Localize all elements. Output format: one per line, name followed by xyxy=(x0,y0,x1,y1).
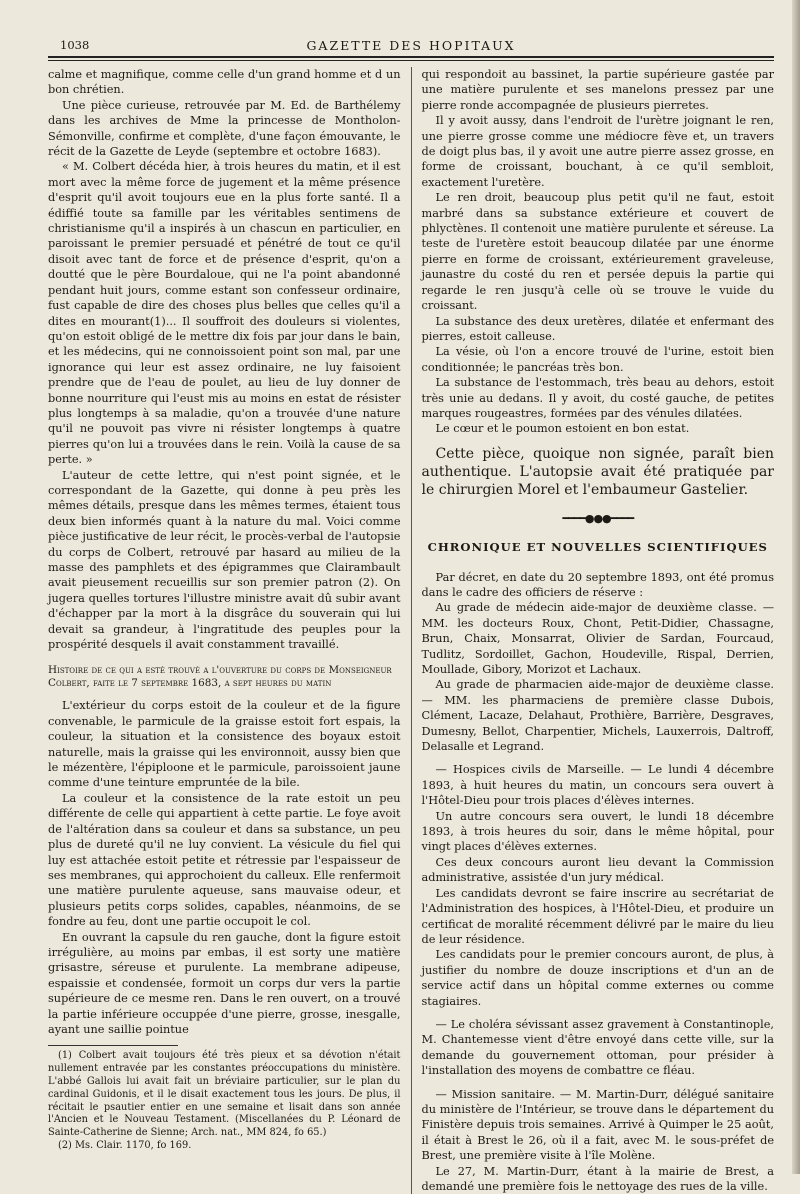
header-rule xyxy=(48,60,774,61)
ornament-divider: ━━━━●●●━━━━ xyxy=(562,511,634,525)
journal-title: GAZETTE DES HOPITAUX xyxy=(306,38,516,53)
paragraph: Au grade de pharmacien aide-major de deuxième classe. — MM. les pharmaciens de première classe Dubois, Clément, Lacaze, Delahaut, Prothière, Barrière, Desgraves, Dumesny, Bellot, Charpentier, Michels, Lauxerrois, Daltroff, Delasalle et Legrand. xyxy=(421,678,774,754)
page-number: 1038 xyxy=(60,38,90,52)
paragraph: Le 27, M. Martin-Durr, étant à la mairie de Brest, a demandé une première fois le nettoyage des rues de la ville. xyxy=(421,1164,774,1193)
page-header xyxy=(48,34,774,58)
left-column xyxy=(48,67,412,1194)
paragraph: La vésie, où l'on a encore trouvé de l'urine, estoit bien conditionnée; le pancréas très bon. xyxy=(421,345,774,374)
paragraph: Le cœur et le poumon estoient en bon estat. xyxy=(435,422,690,436)
paragraph: La substance des deux uretères, dilatée et enfermant des pierres, estoit calleuse. xyxy=(421,314,774,343)
paragraph: Un autre concours sera ouvert, le lundi 18 décembre 1893, à trois heures du soir, dans le même hôpital, pour vingt places d'élèves externes. xyxy=(421,809,774,854)
paragraph: Les candidats pour le premier concours auront, de plus, à justifier du nombre de douze inscriptions et d'un an de service actif dans un hôpital comme externes ou comme stagiaires. xyxy=(421,948,774,1008)
paragraph: Au grade de médecin aide-major de deuxième classe. — MM. les docteurs Roux, Chont, Petit-Didier, Chassagne, Brun, Chaix, Monsarrat, Olivier de Sardan, Fourcaud, Tudlitz, Sordoillet, Gachon, Houdeville, Rispal, Derrien, Moullade, Gibory, Morizot et Lachaux. xyxy=(421,601,774,676)
paragraph: L'extérieur du corps estoit de la couleur et de la figure convenable, le parmicule de la graisse estoit fort espais, la couleur, la situation et la consistence des boyaux estoit naturelle, mais la graisse qui les environnoit, aussy bien que le mézentère, l'épiploone et le parmicule, paroissoient jaune comme d'une teinture empruntée de la bile. xyxy=(48,699,401,790)
binding-edge xyxy=(792,0,800,1174)
footnote: (2) Ms. Clair. 1170, fo 169. xyxy=(58,1139,192,1151)
paragraph: La substance de l'estommach, très beau au dehors, estoit très unie au dedans. Il y avoit, du costé gauche, de petites marques rougeastres, formées par des vénules dilatées. xyxy=(421,376,774,420)
paragraph: Par décret, en date du 20 septembre 1893, ont été promus dans le cadre des officiers de réserve : xyxy=(421,570,774,599)
paragraph: — Le choléra sévissant assez gravement à Constantinople, M. Chantemesse vient d'être envoyé dans cette ville, sur la demande du gouvernement ottoman, pour présider à l'installation des moyens de combattre ce fléau. xyxy=(421,1017,774,1078)
paragraph: En ouvrant la capsule du ren gauche, dont la figure estoit irrégulière, au moins par embas, il est sorty une matière grisastre, séreuse et purulente. La membrane adipeuse, espaissie et condensée, formoit un corps dur vers la partie supérieure de ce mesme ren. Dans le ren ouvert, on a trouvé la partie inférieure occuppée d'une pierre, grosse, inesgalle, ayant une saillie pointue xyxy=(48,930,401,1036)
paragraph: calme et magnifique, comme celle d'un grand homme et d un bon chrétien. xyxy=(48,68,401,97)
paragraph: Une pièce curieuse, retrouvée par M. Ed. de Barthélemy dans les archives de Mme la princesse de Montholon-Sémonville, confirme et complète, d'une façon émouvante, le récit de la Gazette de Leyde (septembre et octobre 1683). xyxy=(48,98,401,159)
right-column xyxy=(412,67,775,1194)
paragraph: — Hospices civils de Marseille. — Le lundi 4 décembre 1893, à huit heures du matin, un concours sera ouvert à l'Hôtel-Dieu pour trois places d'élèves internes. xyxy=(421,763,774,808)
paragraph-commentary: Cette pièce, quoique non signée, paraît bien authentique. L'autopsie avait été pratiquée par le chirurgien Morel et l'embaumeur Gastelier. xyxy=(421,445,774,498)
columns xyxy=(48,67,774,1194)
footnote-rule xyxy=(48,1045,178,1046)
paragraph-quote: « M. Colbert décéda hier, à trois heures du matin, et il est mort avec la même force de jugement et la même présence d'esprit qu'il avoit toujours eue en la plus forte santé. Il a édiffié toute sa famille par les véritables sentimens de christianisme qu'il a inspirés à un chascun en particulier, en paroissant le premier persuadé et pénétré de tout ce qu'il disoit avec tant de force et de présence d'esprit, qu'on a doutté que le père Bourdaloue, qui ne l'a point abandonné pendant huit jours, comme estant son confesseur ordinaire, fust capable de dire des choses plus belles que celles qu'il a dites en mourant(1)... Il souffroit des douleurs si violentes, qu'on estoit obligé de le mettre dix fois par jour dans le bain, et les médecins, qui ne connoissoient point son mal, par une ignorance qui leur est assez ordinaire, ne luy faisoient prendre que de l'eau de poulet, au lieu de luy donner de bonne nourriture qui l'eust mis au moins en estat de résister plus longtemps à sa maladie, qu'on a trouvée d'une nature qu'il ne pouvoit pas vivre ni résister longtemps à quatre pierres qu'on lui a trouvées dans le rein. Voilà la cause de sa perte. » xyxy=(48,160,401,467)
section-title: Histoire de ce qui a esté trouvé a l'ouverture du corps de Monseigneur Colbert, faite le 7 septembre 1683, a sept heures du matin xyxy=(48,664,392,690)
paragraph: La couleur et la consistence de la rate estoit un peu différente de celle qui appartient à cette partie. Le foye avoit de l'altération dans sa couleur et dans sa substance, un peu plus de dureté qu'il ne luy convient. La vésicule du fiel qui luy est attachée estoit petite et rétressie par l'espaisseur de ses membranes, qui approchoient du calleux. Elle renfermoit une matière purulente aqueuse, sans mauvaise odeur, et plusieurs petits corps solides, capables, néanmoins, de se fondre au feu, dont une partie occupoit le col. xyxy=(48,791,401,929)
footnotes xyxy=(48,1050,401,1152)
paragraph: Ces deux concours auront lieu devant la Commission administrative, assistée d'un jury médical. xyxy=(421,855,774,885)
paragraph: Les candidats devront se faire inscrire au secrétariat de l'Administration des hospices, à l'Hôtel-Dieu, et produire un certificat de moralité récemment délivré par le maire du lieu de leur résidence. xyxy=(421,886,774,946)
paragraph: L'auteur de cette lettre, qui n'est point signée, et le correspondant de la Gazette, qui donne à peu près les mêmes détails, presque dans les mêmes termes, étaient tous deux bien informés quant à la nature du mal. Voici comme pièce justificative de leur récit, le procès-verbal de l'autopsie du corps de Colbert, retrouvé par hasard au milieu de la masse des pamphlets et des épigrammes que Clairambault avait pieusement recueillis sur son premier patron (2). On jugera quelles tortures l'illustre ministre avait dû subir avant d'échapper par la mort à la disgrâce du souverain qui lui devait sa grandeur, à l'ingratitude des peuples pour la prospérité desquels il avait constamment travaillé. xyxy=(48,468,401,652)
paragraph: — Mission sanitaire. — M. Martin-Durr, délégué sanitaire du ministère de l'Intérieur, se trouve dans le département du Finistère depuis trois semaines. Arrivé à Quimper le 25 août, il était à Brest le 26, où il a fait, avec M. le sous-préfet de Brest, une première visite à l'île Molène. xyxy=(421,1087,774,1163)
paragraph: Le ren droit, beaucoup plus petit qu'il ne faut, estoit marbré dans sa substance extérieure et couvert de phlyctènes. Il contenoit une matière purulente et séreuse. La teste de l'uretère estoit beaucoup dilatée par une énorme pierre en forme de croissant, extérieurement graveleuse, jaunastre du costé du ren et persée depuis la partie qui regarde le ren jusqu'à celle où se trouve le vuide du croissant. xyxy=(421,191,774,313)
footnote: (1) Colbert avait toujours été très pieux et sa dévotion n'était nullement entravée par les constantes préoccupations du ministère. L'abbé Gallois lui avait fait un bréviaire particulier, sur le plan du cardinal Guidonis, et il le disait exactement tous les jours. De plus, il récitait le psautier entier en une semaine et lisait dans son année l'Ancien et le Nouveau Testament. (Miscellanées du P. Léonard de Sainte-Catherine de Sienne; Arch. nat., MM 824, fo 65.) xyxy=(48,1050,401,1139)
paragraph: Il y avoit aussy, dans l'endroit de l'urètre joignant le ren, une pierre grosse comme une médiocre fève et, un travers de doigt plus bas, il y avoit une autre pierre assez grosse, en forme de croissant, bouchant, à ce qu'il sembloit, exactement l'uretère. xyxy=(421,114,774,189)
section-title: CHRONIQUE ET NOUVELLES SCIENTIFIQUES xyxy=(427,540,768,555)
paragraph: qui respondoit au bassinet, la partie supérieure gastée par une matière purulente et ses manelons pressez par une pierre ronde accompagnée de plusieurs pierretes. xyxy=(421,68,774,112)
